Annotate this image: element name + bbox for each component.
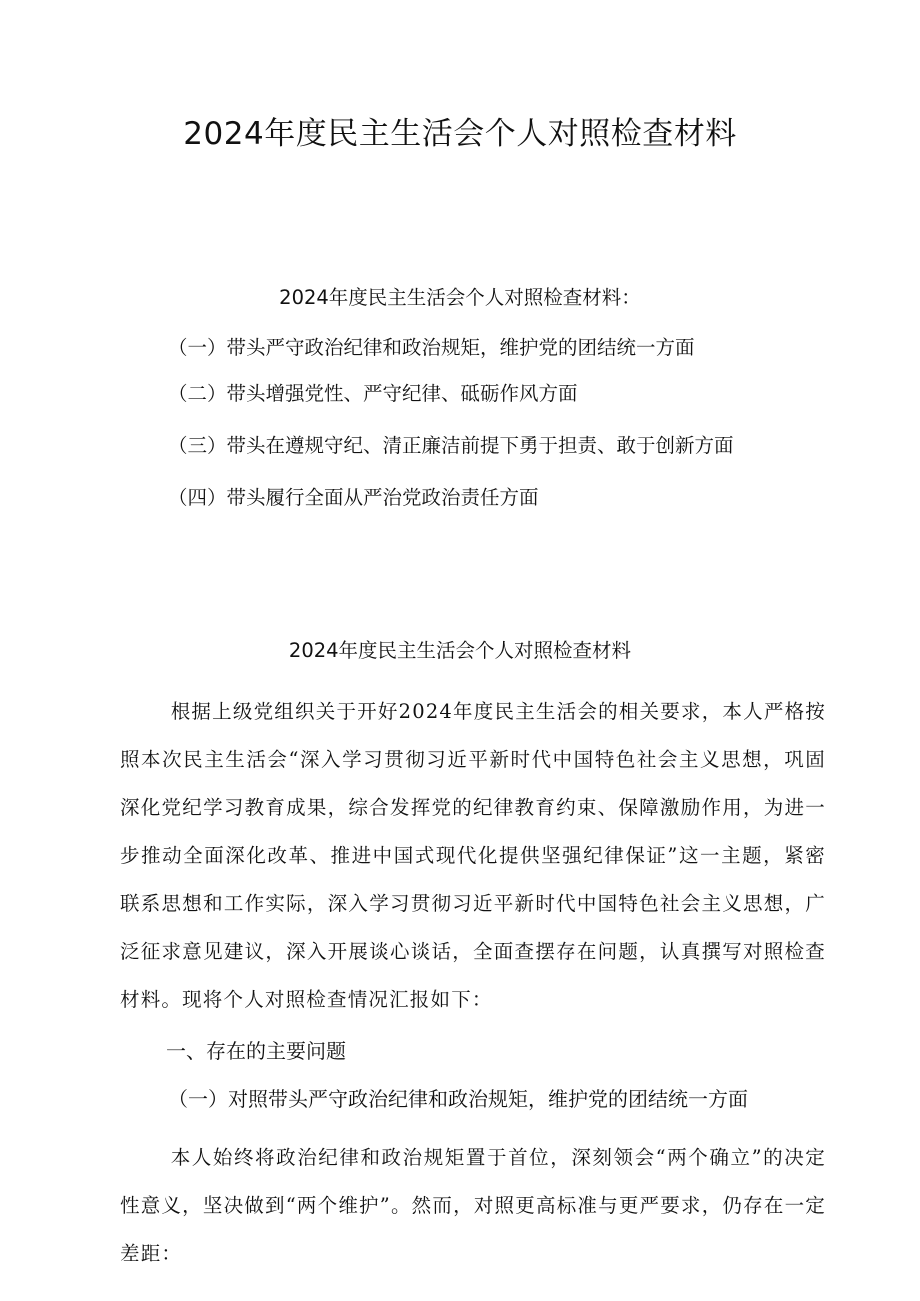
toc-heading: 2024年度民主生活会个人对照检查材料： xyxy=(279,286,641,309)
toc-item-4: （四）带头履行全面从严治党政治责任方面 xyxy=(168,486,539,509)
section-title: 2024年度民主生活会个人对照检查材料 xyxy=(288,639,632,662)
intro-paragraph xyxy=(120,688,826,1024)
toc-item-1: （一）带头严守政治纪律和政治规矩，维护党的团结统一方面 xyxy=(168,336,695,359)
heading-main-problems: 一、存在的主要问题 xyxy=(166,1039,346,1063)
intro-paragraph-text: 根据上级党组织关于开好2024年度民主生活会的相关要求，本人严格按照本次民主生活会“深入学习贯彻习近平新时代中国特色社会主义思想，巩固深化党纪学习教育成果，综合发挥党的纪律教育约束、保障激励作用，为进一步推动全面深化改革、推进中国式现代化提供坚强纪律保证”这一主题，紧密联系思想和工作实际，深入学习贯彻习近平新时代中国特色社会主义思想，广泛征求意见建议，深入开展谈心谈话，全面查摆存在问题，认真撰写对照检查材料。现将个人对照检查情况汇报如下： xyxy=(120,700,826,1011)
heading-subsection-1: （一）对照带头严守政治纪律和政治规矩，维护党的团结统一方面 xyxy=(168,1087,748,1111)
body-paragraph-text: 本人始终将政治纪律和政治规矩置于首位，深刻领会“两个确立”的决定性意义，坚决做到“两个维护”。然而，对照更高标准与更严要求，仍存在一定差距： xyxy=(120,1146,826,1265)
toc-item-2: （二）带头增强党性、严守纪律、砥砺作风方面 xyxy=(168,382,578,405)
document-title: 2024年度民主生活会个人对照检查材料 xyxy=(183,116,737,152)
toc-item-3: （三）带头在遵规守纪、清正廉洁前提下勇于担责、敢于创新方面 xyxy=(168,434,734,457)
body-paragraph xyxy=(120,1134,826,1278)
